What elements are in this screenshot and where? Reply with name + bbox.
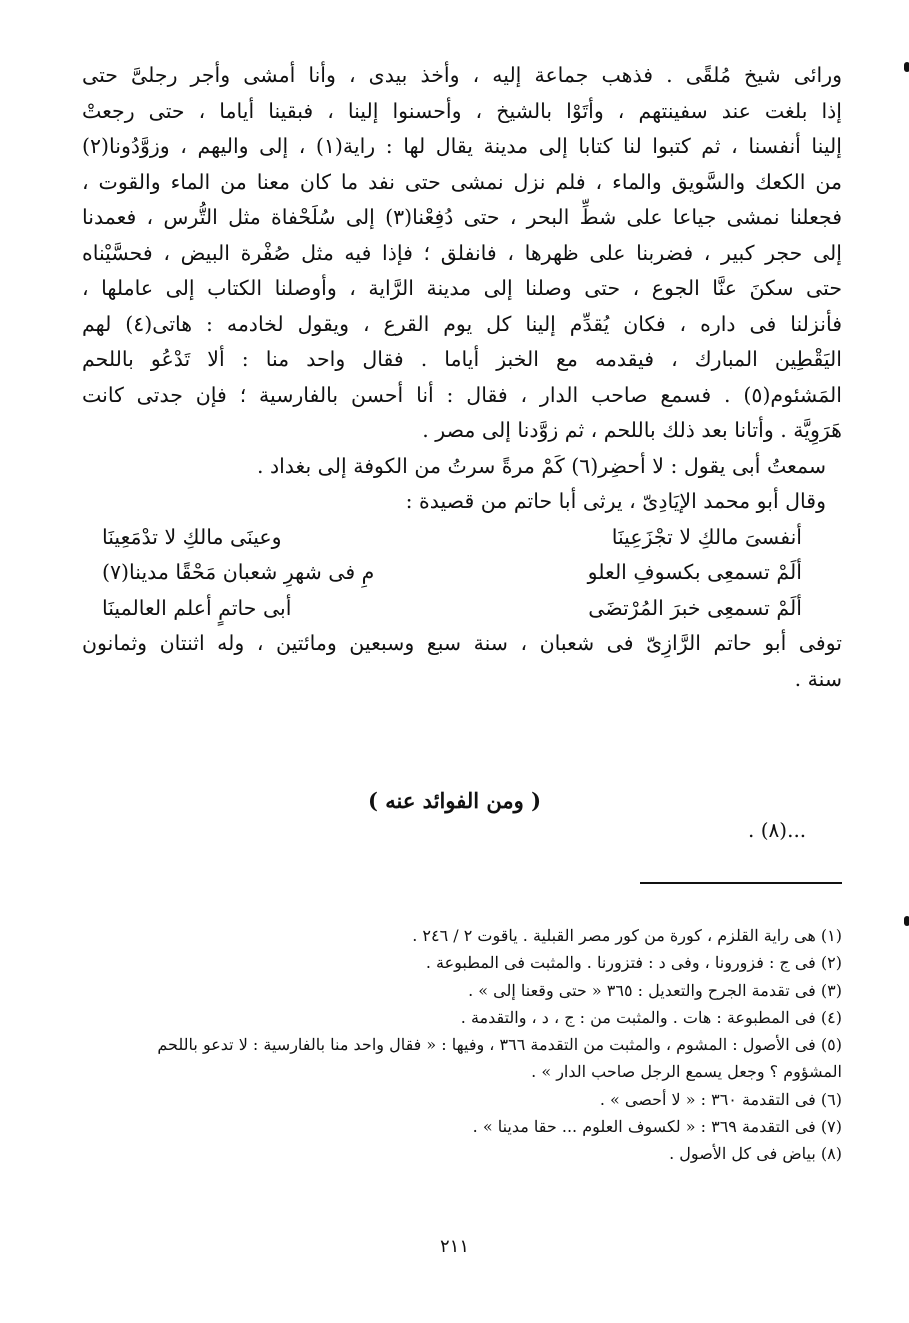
text-line: فأنزلنا فى داره ، فكان يُقدِّم إلينا كل يوم القرع ، ويقول لخادمه : هاتى(٤) لهم [82,311,842,336]
text-line: سمعتُ أبى يقول : لا أحضِر(٦) كَمْ مرةً سرتُ من الكوفة إلى بغداد . [256,453,826,478]
footnote: (٧) فى التقدمة ٣٦٩ : « لكسوف العلوم ... حقا مدينا » . [472,1117,842,1137]
footnote: (٣) فى تقدمة الجرح والتعديل : ٣٦٥ « حتى وقعنا إلى » . [468,980,842,1000]
text-line: ورائى شيخ مُلقًى . فذهب جماعة إليه ، وأخذ بيدى ، وأنا أمشى وأجر رجلىَّ حتى [82,63,842,87]
page-number: ٢١١ [439,1236,469,1257]
verse-second-hemistich: وعينَى مالكِ لا تدْمَعِينَا [102,524,282,549]
text-line: سنة . [794,666,842,691]
footnote-divider [640,882,842,884]
verse-first-hemistich: ألَمْ تسمعِى بكسوفِ العلو [587,560,802,584]
footnote: (٥) فى الأصول : المشوم ، والمثبت من التقدمة ٣٦٦ ، وفيها : « فقال واحد منا بالفارسية : لا تدعو باللحم [157,1035,842,1055]
text-line: إلى حجر كبير ، فضربنا على ظهرها ، فانفلق ؛ فإذا فيه مثل صُفْرة البيض ، فحسَّيْناه [82,240,842,265]
verse-second-hemistich: أبى حاتمٍ أعلم العالمينَا [102,595,292,620]
footnote: (٢) فى ج : فزورونا ، وفى د : فتزورنا . والمثبت فى المطبوعة . [425,953,842,973]
text-line: من الكعك والسَّويق والماء ، فلم نزل نمشى حتى نفد ما كان معنا من الماء والقوت ، [82,169,842,194]
verse-first-hemistich: ألَمْ تسمعِى خبرَ المُرْتضَى [588,595,802,620]
poem-verse [82,591,842,627]
footnote: (٤) فى المطبوعة : هات . والمثبت من : ج ، د ، والتقدمة . [460,1007,842,1027]
scan-mark [904,62,909,72]
section-heading: ( ومن الفوائد عنه ) [367,788,542,813]
text-line: توفى أبو حاتم الرَّازِىّ فى شعبان ، سنة سبع وسبعين ومائتين ، وله اثنتان وثمانون [82,631,842,655]
footnote: (٦) فى التقدمة ٣٦٠ : « لا أحصى » . [599,1089,842,1109]
footnote: (١) هى راية القلزم ، كورة من كور مصر القبلية . ياقوت ٢ / ٢٤٦ . [412,926,842,945]
poem-verse [82,555,842,591]
footnote: (٨) بياض فى كل الأصول . [669,1144,842,1164]
text-line: وقال أبو محمد الإيَادِىّ ، يرثى أبا حاتم من قصيدة : [405,489,826,513]
scan-mark [904,916,909,926]
main-text [82,58,842,697]
lacuna-marker: ...(٨) . [748,818,807,842]
text-line: هَرَوِيَّة . وأتانا بعد ذلك باللحم ، ثم زوَّدنا إلى مصر . [422,418,842,442]
footnotes [82,922,842,1168]
text-line: حتى سكنَ عنَّا الجوع ، حتى وصلنا إلى مدينة الرَّاية ، وأوصلنا الكتاب إلى عاملها ، [82,276,842,300]
text-line: فجعلنا نمشى جياعا على شطِّ البحر ، حتى دُفِعْنا(٣) إلى سُلَحْفاة مثل التُّرس ، فعمدنا [82,205,842,229]
text-line: إذا بلغت عند سفينتهم ، وأتَوْا بالشيخ ، وأحسنوا إلينا ، فبقينا أياما ، حتى رجعتْ [82,98,842,123]
text-line: المَشئوم(٥) . فسمع صاحب الدار ، فقال : أنا أحسن بالفارسية ؛ فإن جدتى كانت [82,382,842,407]
footnote: المشؤوم ؟ وجعل يسمع الرجل صاحب الدار » . [531,1062,842,1082]
text-line: اليَقْطِين المبارك ، فيقدمه مع الخبز أياما . فقال واحد منا : ألا تَدْعُو باللحم [82,347,842,371]
verse-second-hemistich: مِ فى شهرِ شعبان مَحْقًا مدينا(٧) [102,560,375,584]
text-line: إلينا أنفسنا ، ثم كتبوا لنا كتابا إلى مدينة يقال لها : راية(١) ، إلى واليهم ، وزوَّدُونا(٢) [82,134,842,158]
verse-first-hemistich: أنفسىَ مالكِ لا تجْزَعِينَا [611,524,802,549]
poem-verse [82,520,842,556]
